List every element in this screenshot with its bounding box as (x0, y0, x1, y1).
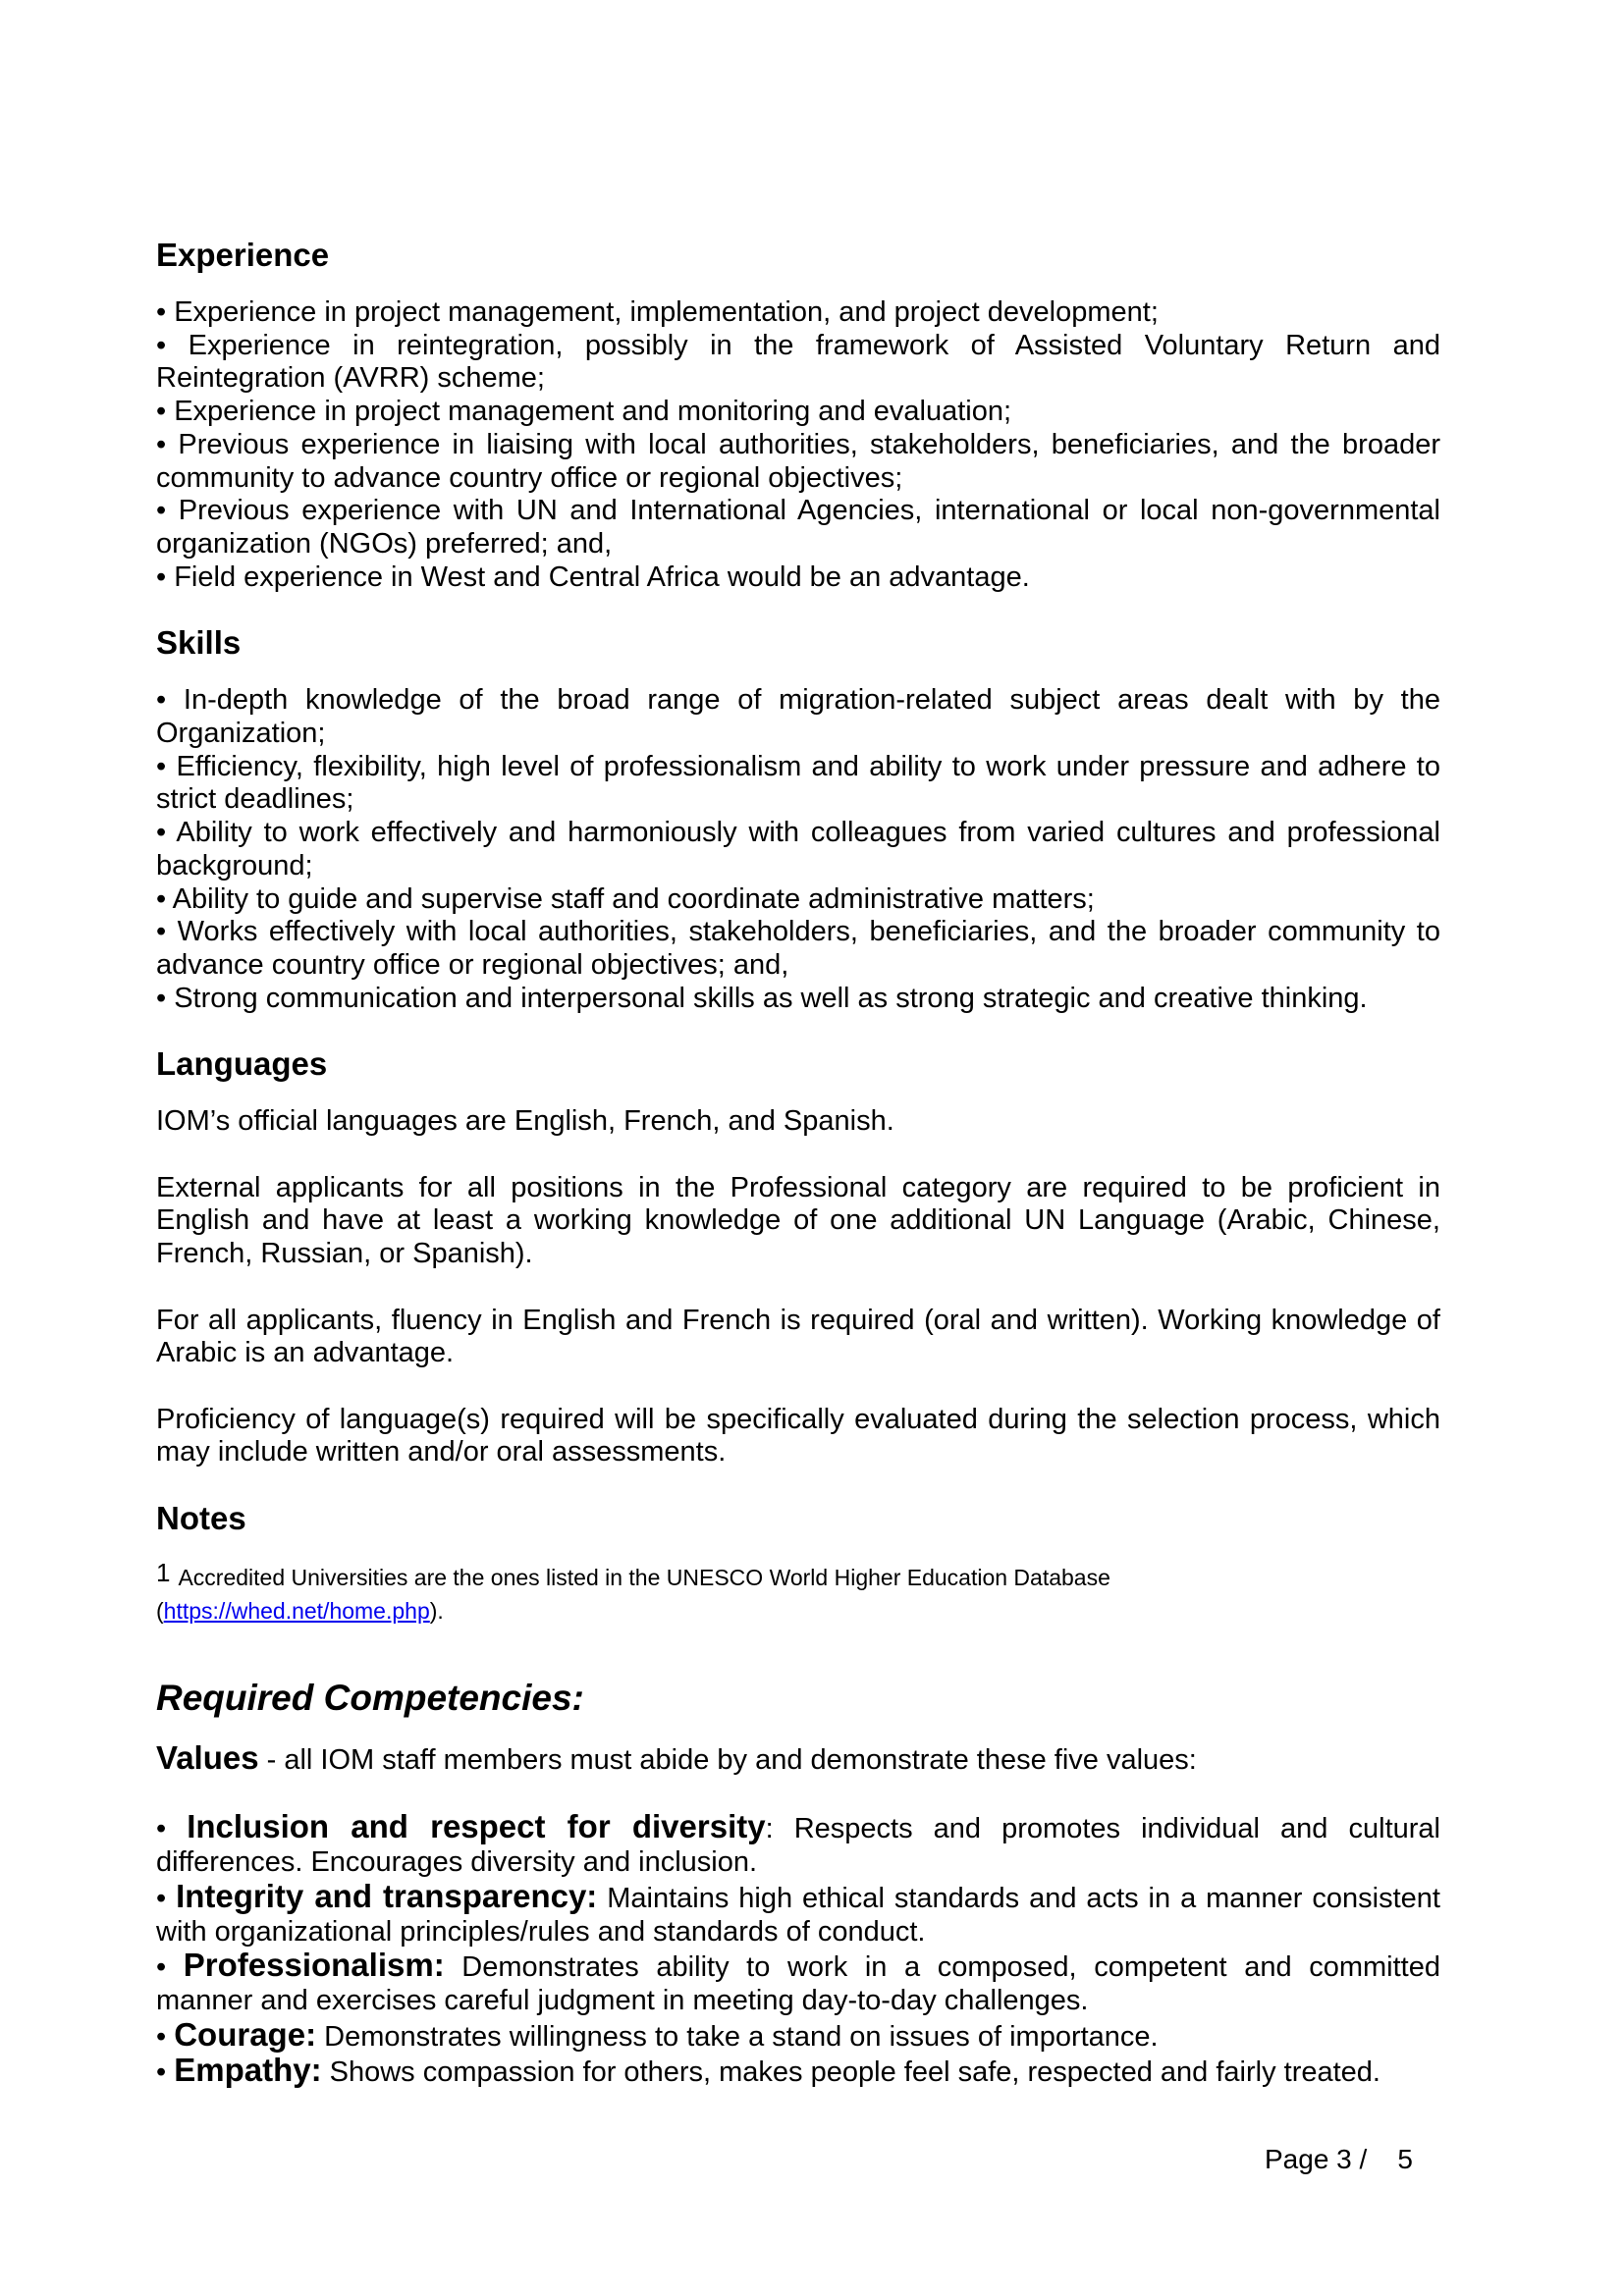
languages-paragraph: External applicants for all positions in the Professional category are required to be proficient in English and have at least a working knowledge of one additional UN Language (Arabic, Chinese, French, Russian, or Spanish). (156, 1171, 1440, 1270)
languages-paragraph: For all applicants, fluency in English and French is required (oral and written). Working knowledge of Arabic is an advantage. (156, 1304, 1440, 1369)
value-name: Empathy: (174, 2052, 322, 2089)
values-label: Values (156, 1739, 259, 1777)
value-item: • Professionalism: Demonstrates ability to work in a composed, competent and committed manner and exercises careful judgment in meeting day-to-day challenges. (156, 1947, 1440, 2016)
skills-heading: Skills (156, 624, 242, 662)
page-content (156, 236, 1440, 2090)
languages-paragraph: IOM’s official languages are English, French, and Spanish. (156, 1105, 894, 1138)
competencies-title: Required Competencies: (156, 1678, 584, 1719)
list-item: • Previous experience with UN and International Agencies, international or local non-governmental organization (NGOs) preferred; and, (156, 495, 1440, 560)
experience-heading: Experience (156, 237, 330, 273)
value-item: • Courage: Demonstrates willingness to take a stand on issues of importance. (156, 2015, 1159, 2053)
skills-list (156, 684, 1440, 1015)
value-name: Courage: (174, 2015, 317, 2053)
languages-heading: Languages (156, 1045, 328, 1083)
experience-list (156, 296, 1440, 594)
value-desc: Maintains high ethical standards and acts in a manner consistent with organizational principles/rules and standards of conduct. (156, 1882, 1440, 1948)
list-item: • Field experience in West and Central Africa would be an advantage. (156, 561, 1030, 593)
paren-close: ). (429, 1598, 444, 1625)
whed-link[interactable]: https://whed.net/home.php (163, 1598, 430, 1625)
value-item: • Integrity and transparency: Maintains high ethical standards and acts in a manner consistent with organizational principles/rules and standards of conduct. (156, 1877, 1440, 1948)
value-name: Professionalism: (183, 1947, 445, 1984)
notes-heading: Notes (156, 1500, 246, 1537)
footnote-text: Accredited Universities are the ones listed in the UNESCO World Higher Education Database (178, 1565, 1110, 1591)
value-name: Integrity and transparency: (176, 1877, 598, 1914)
value-desc: : Respects and promotes individual and cultural differences. Encourages diversity and inclusion. (156, 1813, 1440, 1879)
paren-open: ( (156, 1598, 164, 1625)
list-item: • Previous experience in liaising with local authorities, stakeholders, beneficiaries, and the broader community to advance country office or regional objectives; (156, 428, 1440, 494)
list-item: • Experience in project management, implementation, and project development; (156, 296, 1159, 328)
value-item: • Empathy: Shows compassion for others, makes people feel safe, respected and fairly treated. (156, 2052, 1380, 2089)
value-desc: Demonstrates ability to work in a composed, competent and committed manner and exercises careful judgment in meeting day-to-day challenges. (156, 1951, 1440, 2016)
list-item: • Experience in reintegration, possibly in the framework of Assisted Voluntary Return and Reintegration (AVRR) scheme; (156, 329, 1440, 395)
footnote-number: 1 (156, 1558, 171, 1588)
value-desc: Demonstrates willingness to take a stand on issues of importance. (316, 2020, 1159, 2053)
languages-paragraph: Proficiency of language(s) required will be specifically evaluated during the selection process, which may include written and/or oral assessments. (156, 1403, 1440, 1468)
value-item: • Inclusion and respect for diversity: Respects and promotes individual and cultural differences. Encourages diversity and inclusion. (156, 1808, 1440, 1879)
list-item: • Experience in project management and monitoring and evaluation; (156, 396, 1012, 428)
value-desc: Shows compassion for others, makes people feel safe, respected and fairly treated. (321, 2056, 1380, 2089)
values-intro-text: - all IOM staff members must abide by and demonstrate these five values: (258, 1744, 1197, 1777)
footnote (156, 1560, 1440, 1594)
footnote-link-line (156, 1594, 1440, 1628)
list-item: • Strong communication and interpersonal skills as well as strong strategic and creative thinking. (156, 982, 1368, 1014)
list-item: • Works effectively with local authorities, stakeholders, beneficiaries, and the broader community to advance country office or regional objectives; and, (156, 916, 1440, 981)
list-item: • Efficiency, flexibility, high level of professionalism and ability to work under pressure and adhere to strict deadlines; (156, 750, 1440, 816)
values-intro (156, 1741, 1440, 1778)
value-name: Inclusion and respect for diversity (187, 1808, 766, 1845)
page-number: Page 3 / 5 (1265, 2144, 1413, 2174)
list-item: • Ability to work effectively and harmoniously with colleagues from varied cultures and professional background; (156, 817, 1440, 881)
list-item: • Ability to guide and supervise staff and coordinate administrative matters; (156, 882, 1095, 915)
list-item: • In-depth knowledge of the broad range of migration-related subject areas dealt with by the Organization; (156, 684, 1440, 750)
values-list (156, 1810, 1440, 2090)
